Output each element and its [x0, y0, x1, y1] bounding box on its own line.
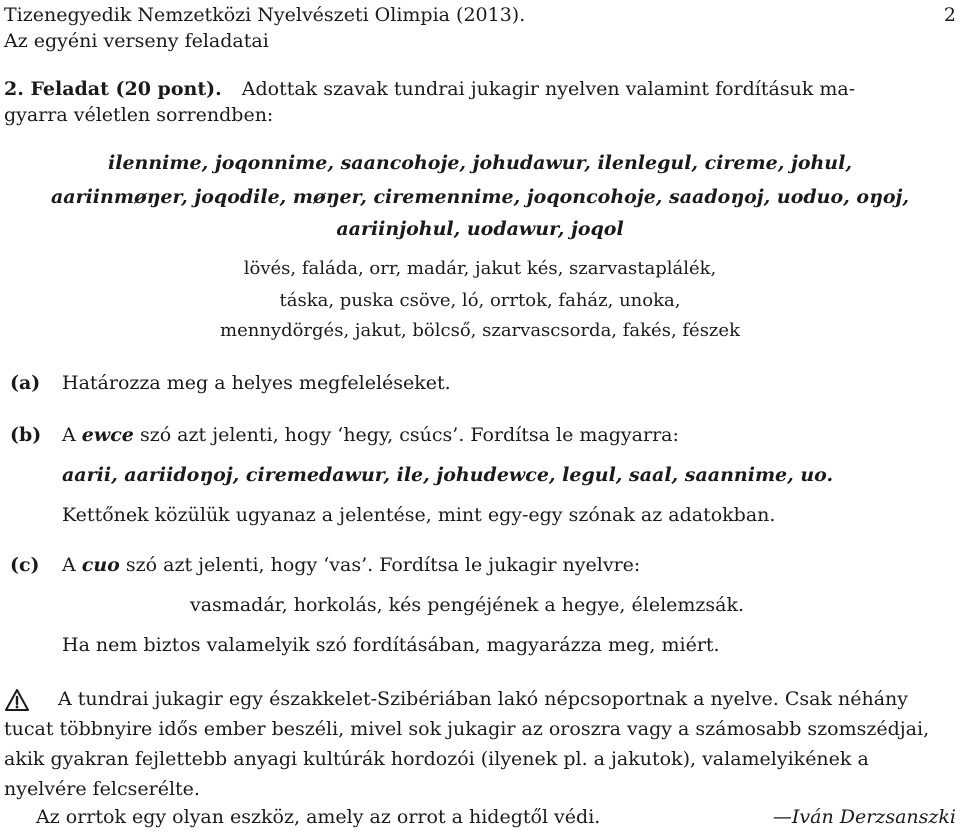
header-title: Tizenegyedik Nemzetközi Nyelvészeti Olimpia (2013). [4, 4, 526, 26]
part-b-note: Kettőnek közülük ugyanaz a jelentése, mint egy-egy szónak az adatokban. [62, 504, 776, 526]
author-signature: —Iván Derzsanszki [772, 806, 956, 828]
part-c-label: (c) [10, 554, 40, 576]
warning-icon [4, 688, 30, 712]
footnote-line-1: A tundrai jukagir egy északkelet-Szibériában lakó népcsoportnak a nyelve. Csak néhány [58, 688, 909, 710]
task-intro-line-2: gyarra véletlen sorrendben: [4, 104, 274, 126]
task-intro-line-1 [4, 78, 855, 100]
jukagir-words-line-3: aariinjohul, uodawur, joqol [336, 218, 624, 240]
page-number: 2 [943, 4, 956, 26]
meanings-line-1: lövés, faláda, orr, madár, jakut kés, szarvastaplálék, [243, 258, 717, 279]
part-c-note: Ha nem biztos valamelyik szó fordításában, magyarázza meg, miért. [62, 634, 720, 656]
part-c-text [62, 554, 640, 576]
part-a-text: Határozza meg a helyes megfeleléseket. [62, 372, 451, 394]
footnote-line-3: akik gyakran fejlettebb anyagi kultúrák hordozói (ilyenek pl. a jakutok), valamelyikének a [4, 748, 869, 770]
footnote-line-4: nyelvére felcserélte. [4, 778, 200, 800]
part-b-word: ewce [81, 424, 134, 446]
meanings-line-2: táska, puska csöve, ló, orrtok, faház, unoka, [279, 290, 681, 311]
footnote-line-5: Az orrtok egy olyan eszköz, amely az orrot a hidegtől védi. [36, 806, 601, 828]
part-a-label: (a) [10, 372, 41, 394]
part-b-text-pre: A [62, 424, 76, 446]
meanings-line-3: mennydörgés, jakut, bölcső, szarvascsorda, fakés, fészek [220, 320, 740, 341]
header-subtitle: Az egyéni verseny feladatai [4, 30, 269, 52]
part-c-list: vasmadár, horkolás, kés pengéjének a hegye, élelemzsák. [190, 594, 745, 616]
part-b-list: aarii, aariidoŋoj, ciremedawur, ile, johudewce, legul, saal, saannime, uo. [62, 464, 834, 486]
jukagir-words-line-1: ilennime, joqonnime, saancohoje, johudawur, ilenlegul, cireme, johul, [108, 152, 852, 174]
footnote-line-2: tucat többnyire idős ember beszéli, mivel sok jukagir az oroszra vagy a számosabb szomszédjai, [4, 718, 930, 740]
task-intro-text-1: Adottak szavak tundrai jukagir nyelven valamint fordításuk ma- [241, 78, 856, 100]
part-b-text [62, 424, 679, 446]
jukagir-words-line-2: aariinmøŋer, joqodile, møŋer, ciremennime, joqoncohoje, saadoŋoj, uoduo, oŋoj, [50, 186, 910, 208]
part-b-text-post: szó azt jelenti, hogy ‘hegy, csúcs’. Fordítsa le magyarra: [139, 424, 679, 446]
part-c-text-pre: A [62, 554, 76, 576]
task-heading: 2. Feladat (20 pont). [4, 78, 222, 100]
part-c-word: cuo [81, 554, 120, 576]
part-b-label: (b) [10, 424, 42, 446]
part-c-text-post: szó azt jelenti, hogy ‘vas’. Fordítsa le jukagir nyelvre: [125, 554, 641, 576]
